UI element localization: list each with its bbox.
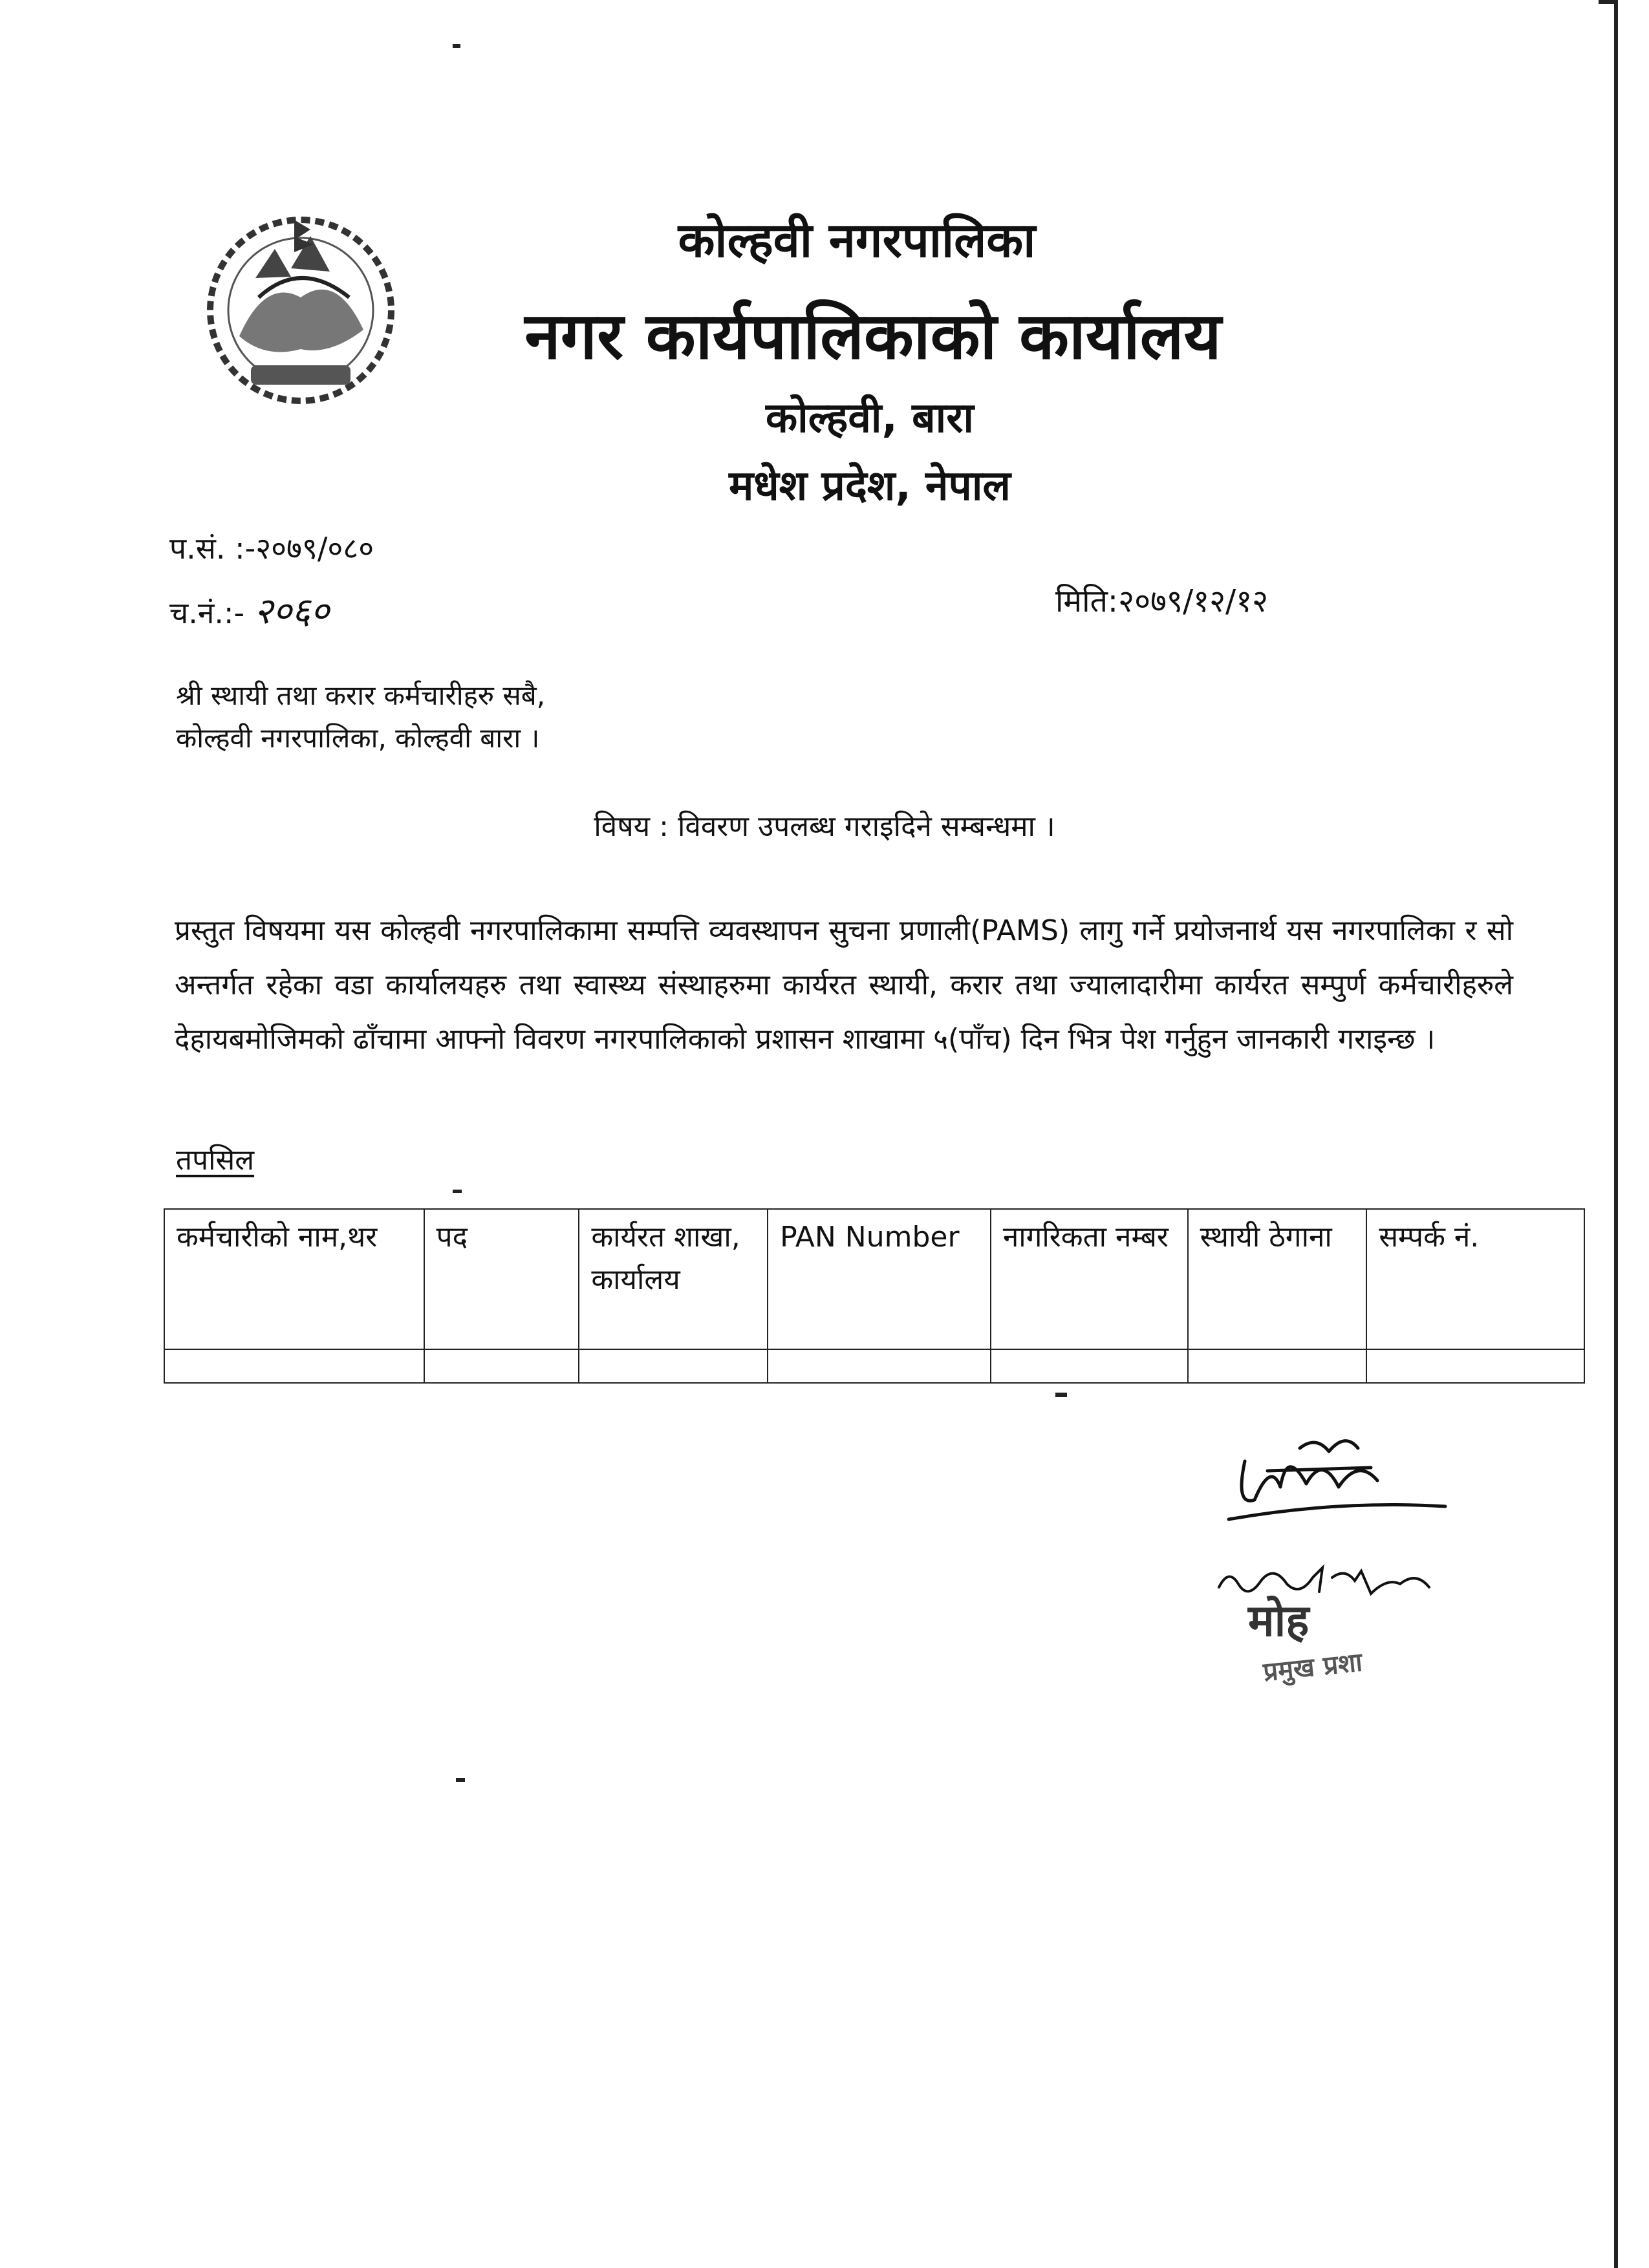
office-name: नगर कार्यपालिकाको कार्यालय [524,298,1222,374]
signature-block [1209,1422,1546,1694]
table-row [164,1349,1584,1383]
header-citizenship-number: नागरिकता नम्बर [991,1209,1188,1349]
stamp-name-partial: मोह [1248,1596,1310,1647]
scan-speck [456,1778,465,1782]
subject-line: विषय : विवरण उपलब्ध गराइदिने सम्बन्धमा । [594,810,1055,843]
letter-date [1055,579,1268,621]
header-contact-number: सम्पर्क नं. [1366,1209,1584,1349]
dispatch-number-ref [169,585,329,634]
scan-speck [1055,1393,1067,1397]
fiscal-year-ref [169,528,374,568]
province-country: मधेश प्रदेश, नेपाल [729,462,1011,510]
header-permanent-address: स्थायी ठेगाना [1188,1209,1367,1349]
date-value: २०७९/१२/१२ [1118,583,1269,619]
schedule-heading: तपसिल [176,1144,255,1177]
table-cell [424,1349,579,1383]
header-post: पद [424,1209,579,1349]
header-branch-office: कार्यरत शाखा, कार्यालय [579,1209,768,1349]
scan-speck [453,1190,462,1193]
handwritten-signature [1229,1441,1445,1519]
table-cell [579,1349,768,1383]
date-label: मिति: [1055,583,1119,619]
dispatch-number-handwritten: २०६० [253,590,330,632]
fiscal-year-label: प.सं. :- [169,531,256,566]
stamp-title-partial: प्रमुख प्रशा [1262,1647,1364,1687]
table-cell [991,1349,1188,1383]
municipality-name: कोल्हवी नगरपालिका [678,213,1036,268]
table-cell [768,1349,991,1383]
handwritten-date [1219,1568,1429,1594]
addressee-line-1: श्री स्थायी तथा करार कर्मचारीहरु सबै, [176,679,546,711]
employee-details-table [164,1208,1585,1384]
table-cell [164,1349,424,1383]
addressee-line-2: कोल्हवी नगरपालिका, कोल्हवी बारा । [176,722,540,754]
table-header-row [164,1209,1584,1349]
body-paragraph: प्रस्तुत विषयमा यस कोल्हवी नगरपालिकामा सम्पत्ति व्यवस्थापन सुचना प्रणाली(PAMS) लागु गर्ने प्रयोजनार्थ यस नगरपालिका र सो अन्तर्गत रहेका वडा कार्यालयहरु तथा स्वास्थ्य संस्थाहरुमा कार्यरत स्थायी, करार तथा ज्यालादारीमा कार्यरत सम्पुर्ण कर्मचारीहरुले देहायबमोजिमको ढाँचामा आफ्नो विवरण नगरपालिकाको प्रशासन शाखामा ५(पाँच) दिन भित्र पेश गर्नुहुन जानकारी गराइन्छ । [175,914,1513,1056]
office-location: कोल्हवी, बारा [766,394,974,442]
header-employee-name: कर्मचारीको नाम,थर [164,1209,424,1349]
table-cell [1188,1349,1367,1383]
fiscal-year-value: २०७९/०८० [255,531,374,566]
table-cell [1366,1349,1584,1383]
dispatch-label: च.नं.:- [169,595,245,630]
header-pan-number: PAN Number [768,1209,991,1349]
scan-speck [453,44,460,48]
scan-edge-corner [1599,0,1618,4]
